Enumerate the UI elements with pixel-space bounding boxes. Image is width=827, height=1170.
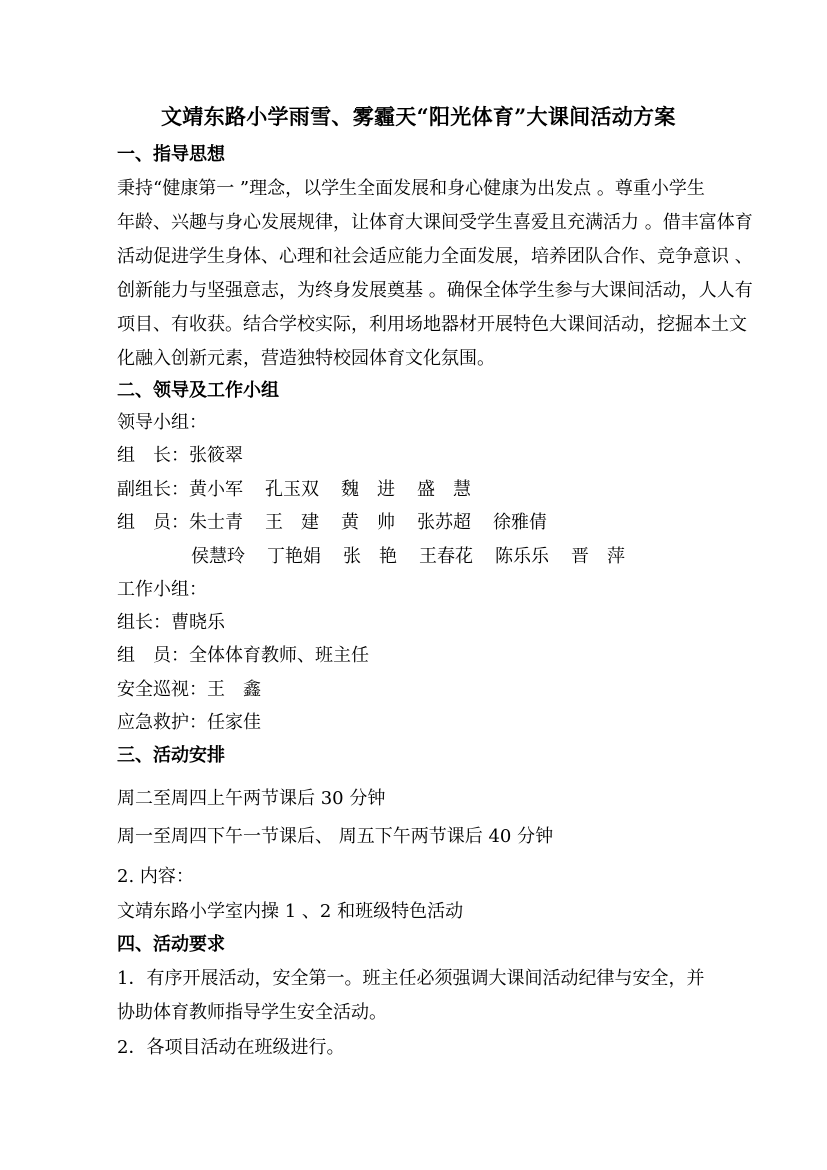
member-label: 组 员： [117, 512, 189, 533]
leader-name: 张筱翠 [189, 445, 243, 466]
vice-label: 副组长： [117, 479, 189, 500]
schedule-time-2: 周一至周四下午一节课后、 周五下午两节课后 40 分钟 [117, 826, 554, 847]
leader-label: 组 长： [117, 445, 189, 466]
member-name: 张 艳 [343, 546, 397, 567]
leader-group-label: 领导小组： [117, 412, 207, 433]
work-member: 组 员：全体体育教师、班主任 [117, 645, 369, 666]
member-name: 丁艳娟 [267, 546, 321, 567]
requirement-1-line-1: 1．有序开展活动，安全第一。班主任必须强调大课间活动纪律与安全，并 [117, 968, 705, 989]
paragraph-line: 创新能力与坚强意志，为终身发展奠基 。确保全体学生参与大课间活动，人人有 [117, 280, 753, 301]
member-name: 晋 萍 [571, 546, 625, 567]
member-name: 朱士青 [189, 512, 243, 533]
document-title: 文靖东路小学雨雪、雾霾天“阳光体育”大课间活动方案 [161, 104, 676, 129]
vice-name: 盛 慧 [417, 479, 471, 500]
member-name: 张苏超 [417, 512, 471, 533]
paragraph-line: 活动促进学生身体、心理和社会适应能力全面发展，培养团队合作、竞争意识 、 [117, 246, 753, 267]
section-heading-guiding: 一、指导思想 [117, 144, 225, 165]
member-name: 徐雅倩 [493, 512, 547, 533]
member-name: 王 建 [265, 512, 319, 533]
member-name: 陈乐乐 [495, 546, 549, 567]
content-text: 文靖东路小学室内操 1 、2 和班级特色活动 [117, 901, 464, 922]
section-heading-schedule: 三、活动安排 [117, 745, 225, 766]
section-heading-leadership: 二、领导及工作小组 [117, 380, 279, 401]
paragraph-line: 秉持“健康第一 ”理念，以学生全面发展和身心健康为出发点 。尊重小学生 [117, 178, 705, 199]
section-heading-requirements: 四、活动要求 [117, 934, 225, 955]
requirement-2: 2．各项目活动在班级进行。 [117, 1037, 345, 1058]
member-name: 侯慧玲 [191, 546, 245, 567]
paragraph-line: 项目、有收获。结合学校实际，利用场地器材开展特色大课间活动，挖掘本土文 [117, 314, 747, 335]
member-row-1 [117, 510, 547, 536]
member-name: 黄 帅 [341, 512, 395, 533]
vice-leader-row [117, 477, 471, 503]
emergency-rescue: 应急救护：任家佳 [117, 712, 261, 733]
vice-name: 黄小军 [189, 479, 243, 500]
paragraph-line: 年龄、兴趣与身心发展规律，让体育大课间受学生喜爱且充满活力 。借丰富体育 [117, 212, 753, 233]
content-label: 2. 内容： [117, 866, 194, 887]
member-name: 王春花 [419, 546, 473, 567]
vice-name: 魏 进 [341, 479, 395, 500]
paragraph-line: 化融入创新元素，营造独特校园体育文化氛围。 [117, 348, 495, 369]
work-group-label: 工作小组： [117, 579, 207, 600]
work-leader: 组长：曹晓乐 [117, 612, 225, 633]
vice-name: 孔玉双 [265, 479, 319, 500]
safety-patrol: 安全巡视：王 鑫 [117, 679, 261, 700]
member-row-2 [191, 544, 625, 570]
leader-row [117, 443, 243, 469]
requirement-1-line-2: 协助体育教师指导学生安全活动。 [117, 1002, 387, 1023]
schedule-time-1: 周二至周四上午两节课后 30 分钟 [117, 788, 386, 809]
